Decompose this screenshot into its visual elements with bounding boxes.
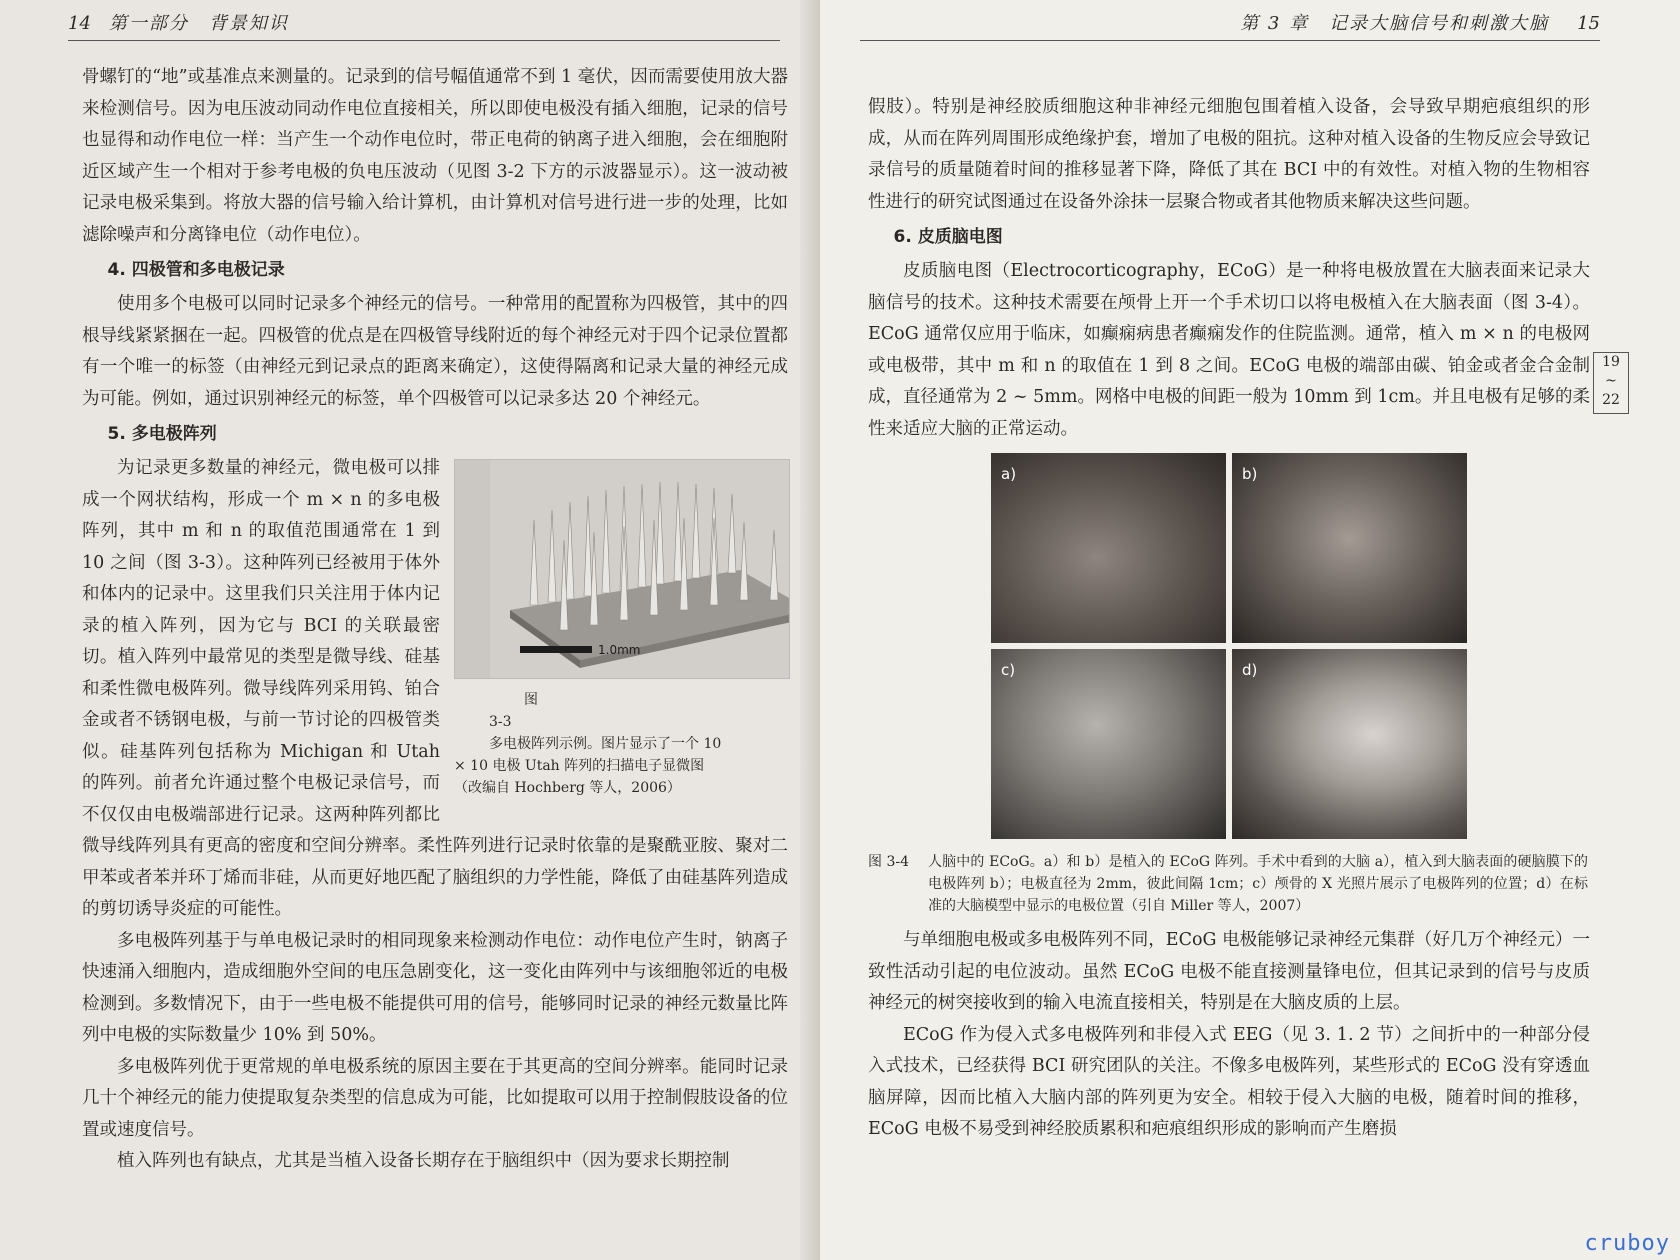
left-page <box>0 0 820 1260</box>
paragraph: 骨螺钉的“地”或基准点来测量的。记录到的信号幅值通常不到 1 毫伏，因而需要使用放大器来检测信号。因为电压波动同动作电位直接相关，所以即使电极没有插入细胞，记录的信号也显得和动作电位一样：当产生一个动作电位时，带正电荷的钠离子进入细胞，会在细胞附近区域产生一个相对于参考电极的负电压波动（见图 3-2 下方的示波器显示）。这一波动被记录电极采集到。将放大器的信号输入给计算机，由计算机对信号进行进一步的处理，比如滤除噪声和分离锋电位（动作电位）。 <box>82 67 788 245</box>
caption-text: 人脑中的 ECoG。a）和 b）是植入的 ECoG 阵列。手术中看到的大脑 a），植入到大脑表面的硬脑膜下的电极阵列 b）；电极直径为 2mm，彼此间隔 1cm；c）颅骨的 X 光照片展示了电极阵列的位置；d）在标准的大脑模型中显示的电极位置（引自 Miller 等人，2007） <box>928 854 1588 914</box>
scale-bar-label: 1.0mm <box>598 643 641 657</box>
section-heading-5: 5. 多电极阵列 <box>107 424 217 444</box>
panel-label: d) <box>1242 661 1258 679</box>
figure-number: 图 3-4 <box>868 854 909 870</box>
section-heading-6: 6. 皮质脑电图 <box>893 227 1003 247</box>
watermark: cruboy <box>1584 1231 1670 1256</box>
page-range-tab <box>1593 352 1629 414</box>
caption-text: 多电极阵列示例。图片显示了一个 10 × 10 电极 Utah 阵列的扫描电子显微图（改编自 Hochberg 等人，2006） <box>454 736 722 796</box>
right-running-header <box>860 8 1600 41</box>
page-number: 15 <box>1577 13 1600 34</box>
running-head: 第 3 章 记录大脑信号和刺激大脑 <box>1240 13 1550 34</box>
right-page <box>820 0 1680 1260</box>
panel-label: a) <box>1001 465 1017 483</box>
paragraph: 假肢）。特别是神经胶质细胞这种非神经元细胞包围着植入设备，会导致早期疤痕组织的形成，从而在阵列周围形成绝缘护套，增加了电极的阻抗。这种对植入设备的生物反应会导致记录信号的质量随着时间的推移显著下降，降低了其在 BCI 中的有效性。对植入物的生物相容性进行的研究试图通过在设备外涂抹一层聚合物或者其他物质来解决这些问题。 <box>868 97 1590 212</box>
tab-start: 19 <box>1602 354 1620 370</box>
utah-array-image <box>490 460 790 678</box>
paragraph-with-figure <box>82 453 788 926</box>
panel-label: c) <box>1001 661 1016 679</box>
ecog-panel-d <box>1232 649 1467 839</box>
paragraph: 植入阵列也有缺点，尤其是当植入设备长期存在于脑组织中（因为要求长期控制 <box>117 1151 730 1171</box>
figure-3-3-caption <box>454 689 788 799</box>
figure-3-4-caption <box>868 851 1590 917</box>
tab-separator: ~ <box>1605 373 1617 389</box>
figure-3-4 <box>991 453 1467 839</box>
section-heading-4: 4. 四极管和多电极记录 <box>107 260 285 280</box>
left-body-text <box>82 62 788 1178</box>
paragraph: 皮质脑电图（Electrocorticography，ECoG）是一种将电极放置在大脑表面来记录大脑信号的技术。这种技术需要在颅骨上开一个手术切口以将电极植入在大脑表面（图 3-4）。ECoG 通常仅应用于临床，如癫痫病患者癫痫发作的住院监测。通常，植入 m × n 的电极网或电极带，其中 m 和 n 的取值在 1 到 8 之间。ECoG 电极的端部由碳、铂金或者金合金制成，直径通常为 2 ~ 5mm。网格中电极的间距一般为 10mm 到 1cm。并且电极有足够的柔性来适应大脑的正常运动。 <box>868 261 1590 439</box>
figure-3-3 <box>454 459 788 799</box>
utah-array-micrograph <box>454 459 790 679</box>
ecog-image-grid <box>991 453 1467 839</box>
paragraph: 使用多个电极可以同时记录多个神经元的信号。一种常用的配置称为四极管，其中的四根导线紧紧捆在一起。四极管的优点是在四极管导线附近的每个神经元对于四个记录位置都有一个唯一的标签（由神经元到记录点的距离来确定），这使得隔离和记录大量的神经元成为可能。例如，通过识别神经元的标签，单个四极管可以记录多达 20 个神经元。 <box>82 294 788 409</box>
ecog-panel-c <box>991 649 1226 839</box>
paragraph: 与单细胞电极或多电极阵列不同，ECoG 电极能够记录神经元集群（好几万个神经元）一致性活动引起的电位波动。虽然 ECoG 电极不能直接测量锋电位，但其记录到的信号与皮质神经元的树突接收到的输入电流直接相关，特别是在大脑皮质的上层。 <box>868 930 1590 1013</box>
running-head: 第一部分 背景知识 <box>108 13 289 34</box>
page-number: 14 <box>68 13 91 34</box>
panel-label: b) <box>1242 465 1258 483</box>
ecog-panel-a <box>991 453 1226 643</box>
paragraph: 多电极阵列基于与单电极记录时的相同现象来检测动作电位：动作电位产生时，钠离子快速涌入细胞内，造成细胞外空间的电压急剧变化，这一变化由阵列中与该细胞邻近的电极检测到。多数情况下，由于一些电极不能提供可用的信号，能够同时记录的神经元数量比阵列中电极的实际数量少 10% 到 50%。 <box>82 930 788 1045</box>
tab-end: 22 <box>1602 392 1620 408</box>
left-running-header <box>68 8 780 41</box>
paragraph: ECoG 作为侵入式多电极阵列和非侵入式 EEG（见 3. 1. 2 节）之间折中的一种部分侵入式技术，已经获得 BCI 研究团队的关注。不像多电极阵列，某些形式的 ECoG 没有穿透血脑屏障，因而比植入大脑内部的阵列更为安全。相较于侵入大脑的电极，随着时间的推移，ECoG 电极不易受到神经胶质累积和疤痕组织形成的影响而产生磨损 <box>868 1024 1590 1139</box>
ecog-panel-b <box>1232 453 1467 643</box>
figure-number: 图 3-3 <box>489 692 538 730</box>
paragraph-text: 为记录更多数量的神经元，微电极可以排成一个网状结构，形成一个 m × n 的多电极阵列，其中 m 和 n 的取值范围通常在 1 到 10 之间（图 3-3）。这种阵列已经被用于体外和体内的记录中。这里我们只关注用于体内记录的植入阵列，因为它与 BCI 的关联最密切。植入阵列中最常见的类型是微导线、硅基和柔性微电极阵列。微导线阵列采用钨、铂合金或者不锈钢电极，与前一节讨论的四极管类似。硅基阵列包括称为 Michigan 和 Utah 的阵列。前者允许通过整个电极记录信号，而不仅仅由电极端部进行记录。这两种阵列都比微导线阵列具有更高的密度和空间分辨率。柔性阵列进行记录时依靠的是聚酰亚胺、聚对二甲苯或者苯并环丁烯而非硅，从而更好地匹配了脑组织的力学性能，降低了由硅基阵列造成的剪切诱导炎症的可能性。 <box>82 458 788 919</box>
paragraph: 多电极阵列优于更常规的单电极系统的原因主要在于其更高的空间分辨率。能同时记录几十个神经元的能力使提取复杂类型的信息成为可能，比如提取可以用于控制假肢设备的位置或速度信号。 <box>82 1056 788 1140</box>
right-body-text <box>868 92 1590 1146</box>
